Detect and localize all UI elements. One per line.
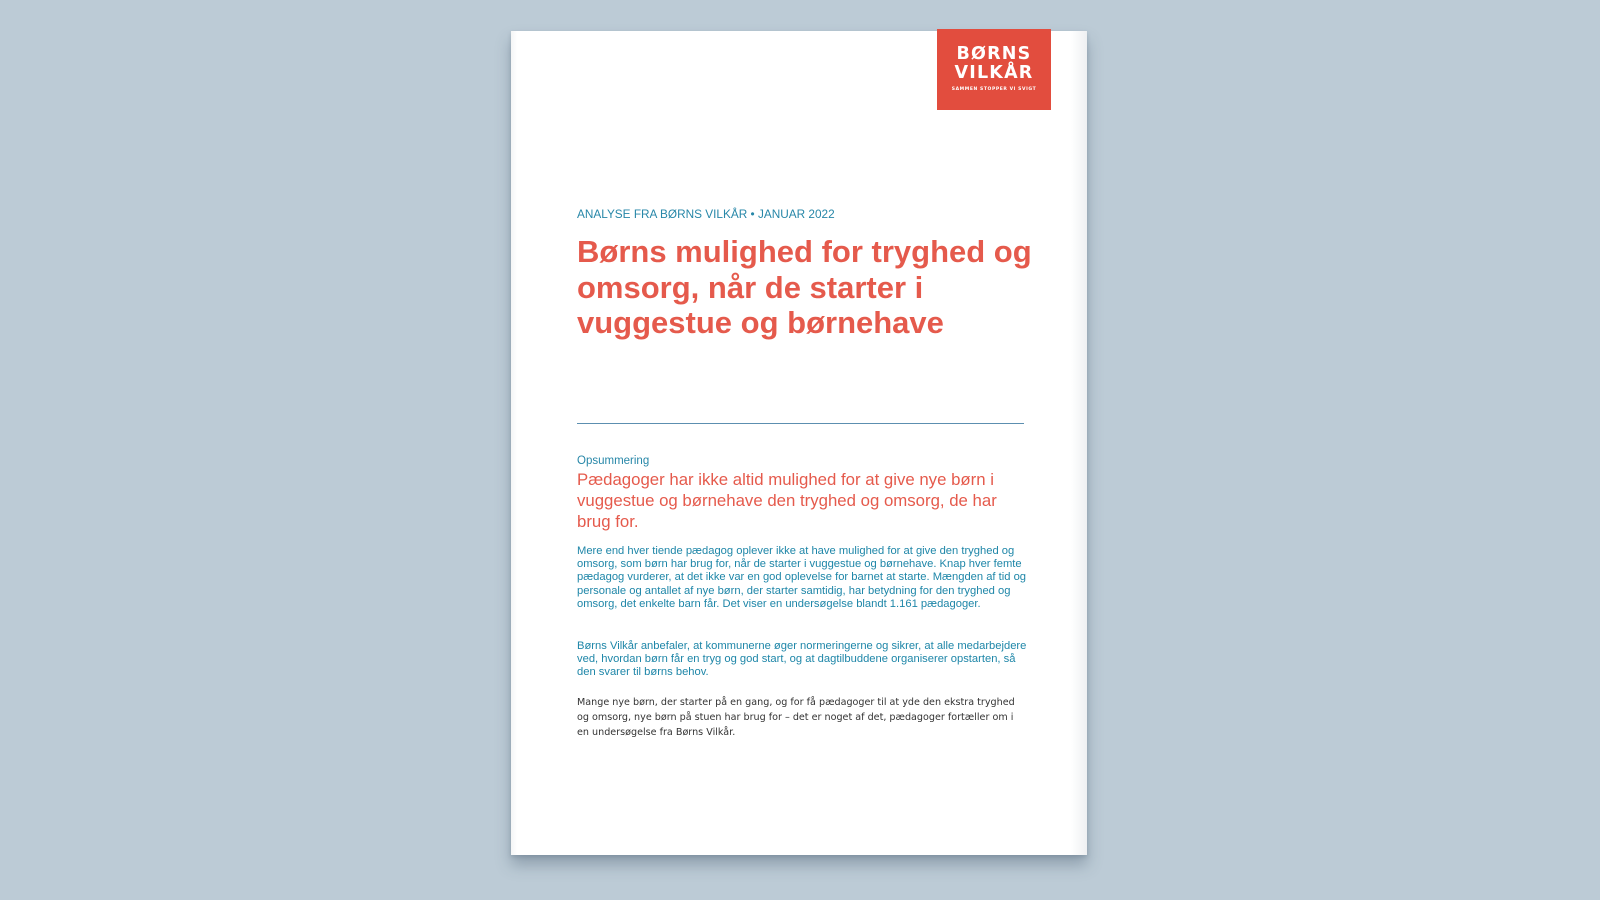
logo-wordmark-line1: BØRNS: [956, 44, 1032, 64]
summary-lead: Pædagoger har ikke altid mulighed for at give nye børn i vuggestue og børnehave den tryghed og omsorg, de har brug for.: [577, 470, 997, 531]
body-paragraph-2: Børns Vilkår anbefaler, at kommunerne øger normeringerne og sikrer, at alle medarbejdere ved, hvordan børn får en tryg og god start, og at dagtilbuddene organiserer opstarten, så den svarer til børns behov.: [577, 640, 1027, 679]
body-paragraph-3: Mange nye børn, der starter på en gang, og for få pædagoger til at yde den ekstra tryghed og omsorg, nye børn på stuen har brug for – det er noget af det, pædagoger fortæller om i en undersøgelse fra Børns Vilkår.: [577, 697, 1015, 738]
summary-label: Opsummering: [577, 455, 650, 467]
logo-tagline: SAMMEN STOPPER VI SVIGT: [951, 87, 1037, 92]
borns-vilkar-logo: [937, 29, 1051, 110]
report-title: Børns mulighed for tryghed og omsorg, når de starter i vuggestue og børnehave: [577, 234, 1032, 340]
title-divider: [577, 423, 1024, 424]
kicker-date: JANUAR 2022: [757, 207, 835, 221]
kicker-prefix: ANALYSE FRA BØRNS VILKÅR: [577, 207, 748, 221]
logo-wordmark-line2: VILKÅR: [954, 63, 1034, 83]
report-kicker: [577, 207, 835, 221]
kicker-separator: •: [747, 207, 758, 221]
body-paragraph-1: Mere end hver tiende pædagog oplever ikke at have mulighed for at give den tryghed og omsorg, som børn har brug for, når de starter i vuggestue og børnehave. Knap hver femte pædagog vurderer, at det ikke var en god oplevelse for barnet at starte. Mængden af tid og personale og antallet af nye børn, der starter samtidig, har betydning for den tryghed og omsorg, det enkelte barn får. Det viser en undersøgelse blandt 1.161 pædagoger.: [577, 545, 1027, 610]
report-cover: [511, 31, 1087, 855]
